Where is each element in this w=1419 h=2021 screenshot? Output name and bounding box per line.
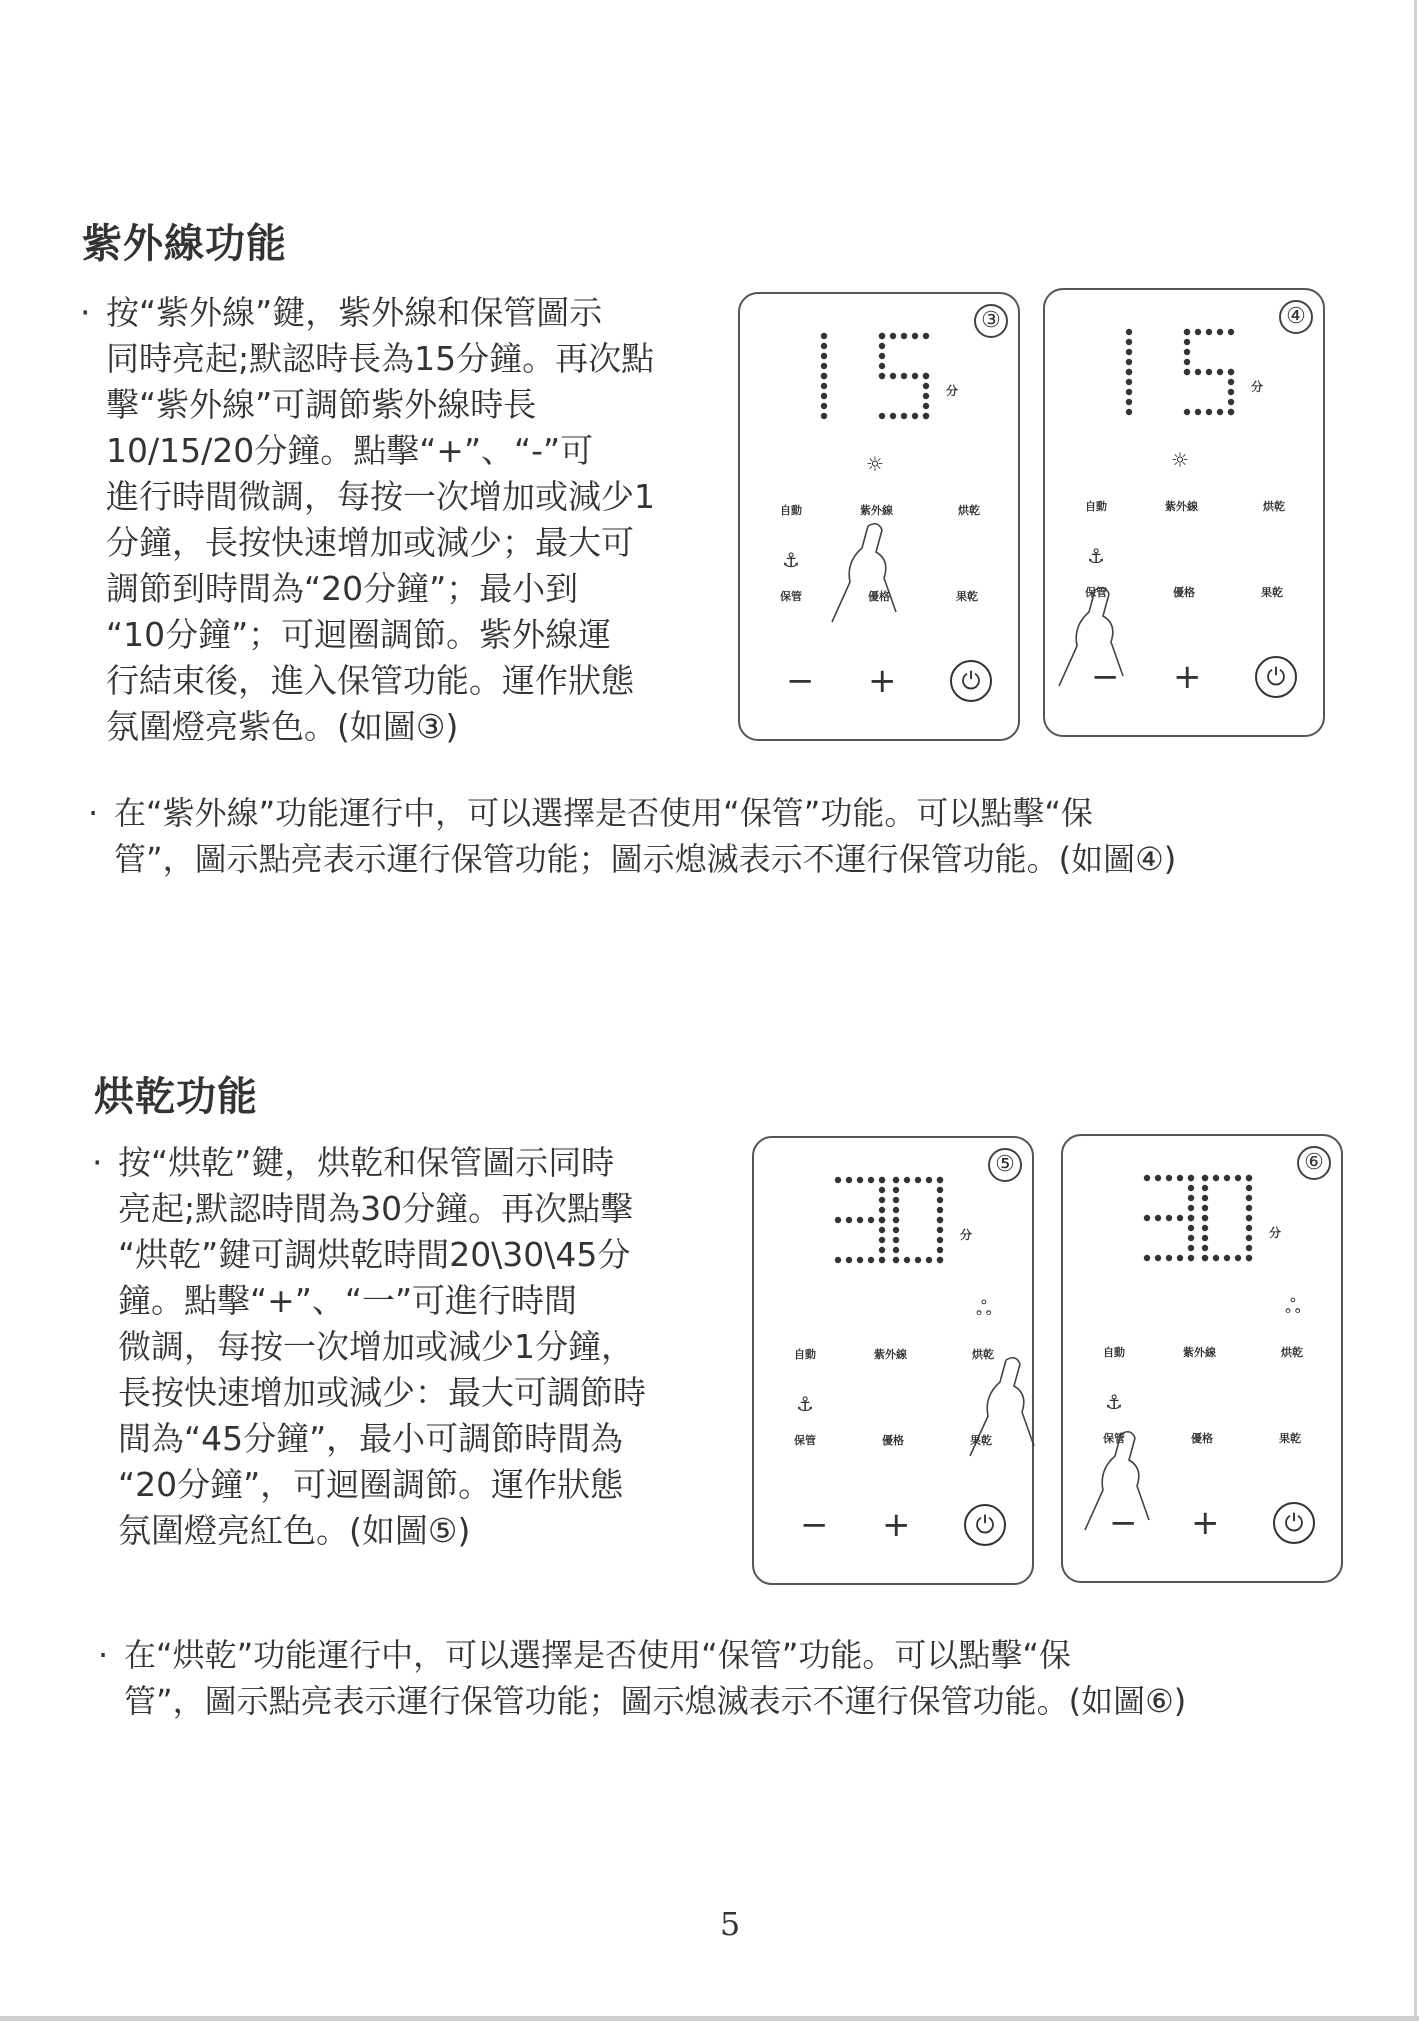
power-button[interactable]: ⏻ (1255, 656, 1297, 698)
display-dot (1228, 409, 1234, 415)
display-dot (926, 1177, 932, 1183)
display-dot (926, 1257, 932, 1263)
display-dot (923, 383, 929, 389)
display-dot (1246, 1205, 1252, 1211)
display-dot (937, 1217, 943, 1223)
display-dot (923, 333, 929, 339)
display-dot (893, 1207, 899, 1213)
text-line: 氛圍燈亮紅色。(如圖⑤) (118, 1511, 471, 1550)
display-dot (1184, 349, 1190, 355)
display-dot (890, 333, 896, 339)
display-dot (1126, 359, 1132, 365)
mode-auto-button[interactable]: 自動 (1103, 1346, 1125, 1359)
display-dot (893, 1197, 899, 1203)
display-dot (1228, 399, 1234, 405)
display-dot (879, 1187, 885, 1193)
text-line: 管”，圖示點亮表示運行保管功能；圖示熄滅表示不運行保管功能。(如圖④) (114, 840, 1177, 878)
display-digit-tens (1144, 1175, 1194, 1261)
mode-auto-button[interactable]: 自動 (780, 504, 802, 517)
display-dot (879, 1217, 885, 1223)
display-dot (893, 1237, 899, 1243)
display-dot (821, 343, 827, 349)
display-dot (1144, 1215, 1150, 1221)
mode-fruit-button[interactable]: 果乾 (1279, 1432, 1301, 1445)
text-line: 調節到時間為“20分鐘”；最小到 (106, 569, 579, 608)
display-dot (821, 353, 827, 359)
sun-icon: ☼ (1171, 448, 1189, 472)
uv-paragraph-1 (80, 290, 746, 750)
display-dot (1126, 379, 1132, 385)
display-dot (1246, 1185, 1252, 1191)
display-dot (879, 1257, 885, 1263)
display-dot (1202, 1195, 1208, 1201)
power-button[interactable]: ⏻ (950, 660, 992, 702)
uv-section-title: 紫外線功能 (82, 221, 287, 267)
display-dot (1126, 339, 1132, 345)
display-dot (923, 413, 929, 419)
display-dot (1246, 1215, 1252, 1221)
display-dot (879, 1247, 885, 1253)
display-dot (937, 1187, 943, 1193)
display-dot (1188, 1205, 1194, 1211)
display-digit-ones (879, 333, 929, 419)
display-dot (1228, 369, 1234, 375)
mode-dry-button[interactable]: 烘乾 (972, 1348, 994, 1361)
text-line: 長按快速增加或減少：最大可調節時 (118, 1373, 646, 1412)
display-dot (1206, 329, 1212, 335)
display-dot (904, 1177, 910, 1183)
display-dot (1126, 399, 1132, 405)
display-dot (1177, 1215, 1183, 1221)
plus-button[interactable]: + (1173, 657, 1202, 697)
text-line: 在“烘乾”功能運行中，可以選擇是否使用“保管”功能。可以點擊“保 (124, 1636, 1071, 1674)
fan-icon: ஃ (1285, 1294, 1301, 1318)
text-line: 同時亮起;默認時長為15分鐘。再次點 (106, 339, 655, 378)
mode-uv-button[interactable]: 紫外線 (1183, 1346, 1216, 1359)
display-dot (1188, 1255, 1194, 1261)
display-dot (1206, 369, 1212, 375)
text-line: 10/15/20分鐘。點擊“+”、“-”可 (106, 431, 594, 470)
display-dot (1202, 1245, 1208, 1251)
display-digit-tens (821, 333, 827, 419)
display-dot (846, 1217, 852, 1223)
display-dot (893, 1227, 899, 1233)
display-dot (1166, 1175, 1172, 1181)
display-dot (912, 333, 918, 339)
text-line: “烘乾”鍵可調烘乾時間20\30\45分 (118, 1235, 631, 1274)
tap-gesture-hand-icon (832, 524, 896, 622)
display-dot (937, 1177, 943, 1183)
display-dot (1188, 1175, 1194, 1181)
display-dot (1235, 1255, 1241, 1261)
mode-dry-button[interactable]: 烘乾 (1263, 500, 1285, 513)
display-dot (1246, 1175, 1252, 1181)
mode-uv-button[interactable]: 紫外線 (874, 1348, 907, 1361)
bullet: · (88, 794, 99, 832)
text-line: “20分鐘”，可迴圈調節。運作狀態 (118, 1465, 624, 1504)
text-line: 間為“45分鐘”，最小可調節時間為 (118, 1419, 624, 1458)
display-dot (879, 413, 885, 419)
display-dot (1246, 1195, 1252, 1201)
display-dot (846, 1257, 852, 1263)
display-dot (879, 353, 885, 359)
keep-icon: ⚓ (1087, 544, 1105, 568)
display-dot (835, 1217, 841, 1223)
display-dot (1224, 1255, 1230, 1261)
display-dot (1188, 1225, 1194, 1231)
display-dot (879, 363, 885, 369)
display-digit-ones (1202, 1175, 1252, 1261)
display-dot (1126, 329, 1132, 335)
display-dot (915, 1257, 921, 1263)
mode-fruit-button[interactable]: 果乾 (970, 1434, 992, 1447)
mode-dry-button[interactable]: 烘乾 (1281, 1346, 1303, 1359)
display-dot (1188, 1245, 1194, 1251)
mode-yogurt-button[interactable]: 優格 (868, 590, 890, 603)
display-dot (1166, 1255, 1172, 1261)
display-dot (1144, 1255, 1150, 1261)
display-dot (1246, 1235, 1252, 1241)
minus-button[interactable]: − (1091, 657, 1120, 697)
display-dot (1217, 329, 1223, 335)
page-edge-bottom (0, 2016, 1419, 2021)
display-dot (1202, 1215, 1208, 1221)
display-dot (890, 413, 896, 419)
display-dot (1246, 1245, 1252, 1251)
display-dot (1126, 389, 1132, 395)
display-dot (893, 1187, 899, 1193)
text-line: 亮起;默認時間為30分鐘。再次點擊 (118, 1189, 634, 1228)
display-dot (879, 1237, 885, 1243)
mode-keep-button[interactable]: 保管 (1085, 586, 1107, 599)
bullet: · (98, 1636, 109, 1674)
display-dot (923, 373, 929, 379)
text-line: 管”，圖示點亮表示運行保管功能；圖示熄滅表示不運行保管功能。(如圖⑥) (124, 1682, 1187, 1720)
display-dot (901, 333, 907, 339)
display-dot (1184, 369, 1190, 375)
display-dot (1188, 1215, 1194, 1221)
display-dot (1202, 1205, 1208, 1211)
display-dot (879, 1177, 885, 1183)
text-line: 進行時間微調，每按一次增加或減少1 (106, 477, 655, 516)
display-dot (821, 363, 827, 369)
display-dot (835, 1177, 841, 1183)
mode-keep-button[interactable]: 保管 (780, 590, 802, 603)
display-dot (923, 403, 929, 409)
display-dot (821, 333, 827, 339)
display-dot (879, 343, 885, 349)
control-panel-figure-6 (1061, 1134, 1343, 1583)
display-dot (879, 1227, 885, 1233)
time-unit-label: 分 (946, 384, 959, 398)
display-dot (1126, 409, 1132, 415)
display-dot (1144, 1175, 1150, 1181)
display-dot (1202, 1235, 1208, 1241)
control-panel-figure-5 (752, 1136, 1034, 1585)
display-dot (912, 373, 918, 379)
sun-icon: ☼ (866, 452, 884, 476)
display-dot (893, 1247, 899, 1253)
display-dot (923, 393, 929, 399)
control-panel-figure-4 (1043, 288, 1325, 737)
display-dot (937, 1227, 943, 1233)
display-dot (893, 1257, 899, 1263)
time-unit-label: 分 (1251, 380, 1264, 394)
display-dot (937, 1237, 943, 1243)
display-dot (912, 413, 918, 419)
display-dot (1217, 369, 1223, 375)
display-dot (1224, 1175, 1230, 1181)
display-dot (1155, 1175, 1161, 1181)
display-dot (915, 1177, 921, 1183)
mode-yogurt-button[interactable]: 優格 (882, 1434, 904, 1447)
figure-number: ⑥ (1297, 1146, 1331, 1180)
display-dot (879, 373, 885, 379)
time-unit-label: 分 (960, 1228, 973, 1242)
display-dot (901, 373, 907, 379)
figure-number: ③ (974, 304, 1008, 338)
display-dot (857, 1217, 863, 1223)
display-digit-ones (893, 1177, 943, 1263)
control-panel-figure-3 (738, 292, 1020, 741)
display-dot (1202, 1255, 1208, 1261)
display-dot (937, 1257, 943, 1263)
power-button[interactable]: ⏻ (964, 1504, 1006, 1546)
display-dot (1213, 1175, 1219, 1181)
display-dot (1184, 409, 1190, 415)
plus-button[interactable]: + (868, 661, 897, 701)
display-dot (1155, 1255, 1161, 1261)
keep-icon: ⚓ (1105, 1390, 1123, 1414)
display-dot (1246, 1255, 1252, 1261)
display-dot (1195, 369, 1201, 375)
display-dot (1202, 1175, 1208, 1181)
uv-paragraph-2 (88, 790, 1414, 882)
display-dot (846, 1177, 852, 1183)
display-dot (1202, 1225, 1208, 1231)
display-dot (1184, 359, 1190, 365)
display-dot (1188, 1235, 1194, 1241)
bullet: · (80, 293, 91, 332)
text-line: “10分鐘”；可迴圈調節。紫外線運 (106, 615, 612, 654)
figure-number: ⑤ (988, 1148, 1022, 1182)
display-dot (893, 1177, 899, 1183)
display-dot (879, 1197, 885, 1203)
text-line: 在“紫外線”功能運行中，可以選擇是否使用“保管”功能。可以點擊“保 (114, 794, 1093, 832)
display-digit-ones (1184, 329, 1234, 415)
minus-button[interactable]: − (800, 1505, 829, 1545)
mode-fruit-button[interactable]: 果乾 (1261, 586, 1283, 599)
power-button[interactable]: ⏻ (1273, 1502, 1315, 1544)
text-line: 按“烘乾”鍵，烘乾和保管圖示同時 (118, 1143, 615, 1182)
mode-keep-button[interactable]: 保管 (1103, 1432, 1125, 1445)
display-dot (1177, 1255, 1183, 1261)
display-dot (1188, 1195, 1194, 1201)
text-line: 分鐘，長按快速增加或減少；最大可 (106, 523, 634, 562)
display-dot (904, 1257, 910, 1263)
display-dot (1206, 409, 1212, 415)
display-dot (821, 373, 827, 379)
text-line: 行結束後，進入保管功能。運作狀態 (106, 661, 634, 700)
mode-fruit-button[interactable]: 果乾 (956, 590, 978, 603)
display-dot (890, 373, 896, 379)
display-digit-tens (1126, 329, 1132, 415)
display-dot (1228, 329, 1234, 335)
mode-uv-button[interactable]: 紫外線 (860, 504, 893, 517)
minus-button[interactable]: − (1109, 1503, 1138, 1543)
display-dot (868, 1257, 874, 1263)
fan-icon: ஃ (976, 1296, 992, 1320)
page-number: 5 (719, 1905, 741, 1943)
display-dot (1184, 329, 1190, 335)
display-dot (1195, 409, 1201, 415)
display-dot (1195, 329, 1201, 335)
mode-keep-button[interactable]: 保管 (794, 1434, 816, 1447)
display-dot (1177, 1175, 1183, 1181)
display-dot (821, 393, 827, 399)
mode-auto-button[interactable]: 自動 (1085, 500, 1107, 513)
keep-icon: ⚓ (796, 1392, 814, 1416)
text-line: 擊“紫外線”可調節紫外線時長 (106, 385, 537, 424)
dry-paragraph-2 (98, 1632, 1419, 1724)
display-dot (893, 1217, 899, 1223)
mode-yogurt-button[interactable]: 優格 (1191, 1432, 1213, 1445)
display-dot (1217, 409, 1223, 415)
time-unit-label: 分 (1269, 1226, 1282, 1240)
keep-icon: ⚓ (782, 548, 800, 572)
display-dot (868, 1217, 874, 1223)
dry-section-title: 烘乾功能 (94, 1074, 258, 1120)
text-line: 按“紫外線”鍵，紫外線和保管圖示 (106, 293, 603, 332)
display-dot (1184, 339, 1190, 345)
display-dot (1228, 379, 1234, 385)
text-line: 微調，每按一次增加或減少1分鐘， (118, 1327, 634, 1366)
display-dot (1202, 1185, 1208, 1191)
display-dot (821, 403, 827, 409)
display-dot (1246, 1225, 1252, 1231)
display-dot (879, 1207, 885, 1213)
mode-yogurt-button[interactable]: 優格 (1173, 586, 1195, 599)
minus-button[interactable]: − (786, 661, 815, 701)
display-dot (1126, 369, 1132, 375)
text-line: 氛圍燈亮紫色。(如圖③) (106, 707, 459, 746)
display-dot (821, 383, 827, 389)
display-dot (901, 413, 907, 419)
figure-number: ④ (1279, 300, 1313, 334)
display-dot (868, 1177, 874, 1183)
display-dot (879, 333, 885, 339)
dry-paragraph-1 (92, 1140, 758, 1554)
display-dot (1126, 349, 1132, 355)
plus-button[interactable]: + (1191, 1503, 1220, 1543)
display-dot (1166, 1215, 1172, 1221)
plus-button[interactable]: + (882, 1505, 911, 1545)
display-dot (1155, 1215, 1161, 1221)
display-dot (937, 1197, 943, 1203)
display-dot (1213, 1255, 1219, 1261)
display-dot (821, 413, 827, 419)
display-dot (857, 1257, 863, 1263)
display-dot (1188, 1185, 1194, 1191)
text-line: 鐘。點擊“+”、“一”可進行時間 (118, 1281, 578, 1320)
display-dot (1228, 389, 1234, 395)
display-dot (857, 1177, 863, 1183)
display-dot (937, 1207, 943, 1213)
display-dot (1235, 1175, 1241, 1181)
bullet: · (92, 1143, 103, 1182)
display-dot (835, 1257, 841, 1263)
mode-uv-button[interactable]: 紫外線 (1165, 500, 1198, 513)
mode-dry-button[interactable]: 烘乾 (958, 504, 980, 517)
mode-auto-button[interactable]: 自動 (794, 1348, 816, 1361)
display-dot (937, 1247, 943, 1253)
display-digit-tens (835, 1177, 885, 1263)
